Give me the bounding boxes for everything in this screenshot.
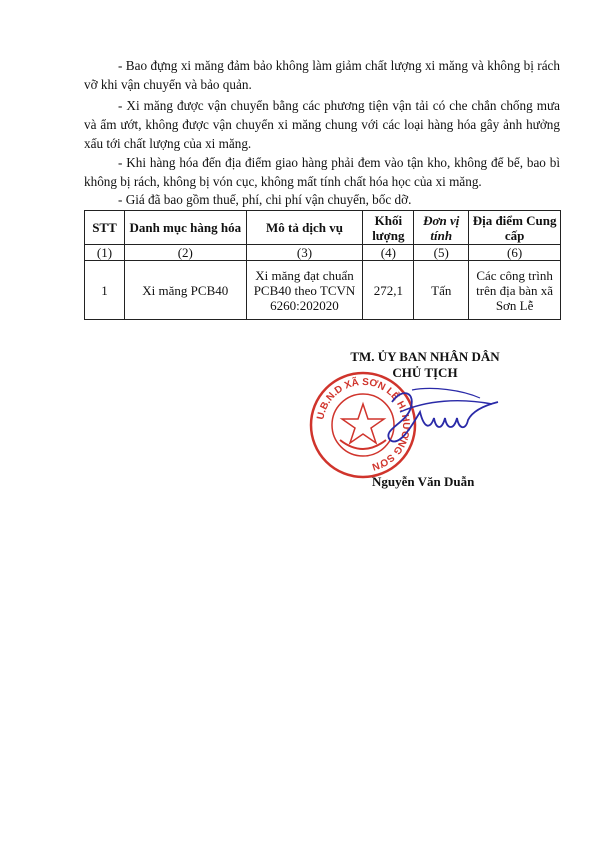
stamp-text: U.B.N.D XÃ SƠN LỄ H. HƯƠNG SƠN — [315, 376, 412, 472]
table-index-row — [85, 245, 561, 261]
header-quantity: Khối lượng — [363, 211, 414, 245]
paragraph-packaging: - Bao đựng xi măng đảm bảo không làm giảm chất lượng xi măng và không bị rách vỡ khi vận chuyển và bảo quản. — [84, 58, 560, 92]
signer-name: Nguyễn Văn Duẫn — [372, 474, 475, 489]
cell-description: Xi măng đạt chuẩn PCB40 theo TCVN 6260:202020 — [246, 261, 363, 320]
index-cell: (6) — [469, 245, 561, 261]
paragraph-transport: - Xi măng được vận chuyển bằng các phương tiện vận tải có che chắn chống mưa và ẩm ướt, không được vận chuyển xi măng chung với các loại hàng hóa gây ảnh hưởng xấu tới chất lượng của xi măng. — [84, 98, 560, 151]
paragraph-delivery: - Khi hàng hóa đến địa điểm giao hàng phải đem vào tận kho, không để bể, bao bì không bị rách, không bị vón cục, không mất tính chất hóa học của xi măng. — [84, 155, 560, 189]
cell-unit: Tấn — [414, 261, 469, 320]
index-cell: (5) — [414, 245, 469, 261]
paragraph-price: - Giá đã bao gồm thuế, phí, chi phí vận chuyển, bốc dỡ. — [118, 192, 412, 207]
index-cell: (2) — [124, 245, 246, 261]
header-stt: STT — [85, 211, 125, 245]
header-location: Địa điểm Cung cấp — [469, 211, 561, 245]
cell-stt: 1 — [85, 261, 125, 320]
goods-table — [84, 210, 561, 320]
header-unit: Đơn vị tính — [414, 211, 469, 245]
index-cell: (1) — [85, 245, 125, 261]
table-row — [85, 261, 561, 320]
cell-quantity: 272,1 — [363, 261, 414, 320]
header-item: Danh mục hàng hóa — [124, 211, 246, 245]
table-header-row — [85, 211, 561, 245]
index-cell: (4) — [363, 245, 414, 261]
index-cell: (3) — [246, 245, 363, 261]
signature-role: CHỦ TỊCH — [392, 365, 458, 380]
cell-item: Xi măng PCB40 — [124, 261, 246, 320]
signature-title: TM. ỦY BAN NHÂN DÂN — [350, 349, 500, 364]
handwritten-signature — [372, 382, 502, 452]
header-description: Mô tả dịch vụ — [246, 211, 363, 245]
cell-location: Các công trình trên địa bàn xã Sơn Lễ — [469, 261, 561, 320]
